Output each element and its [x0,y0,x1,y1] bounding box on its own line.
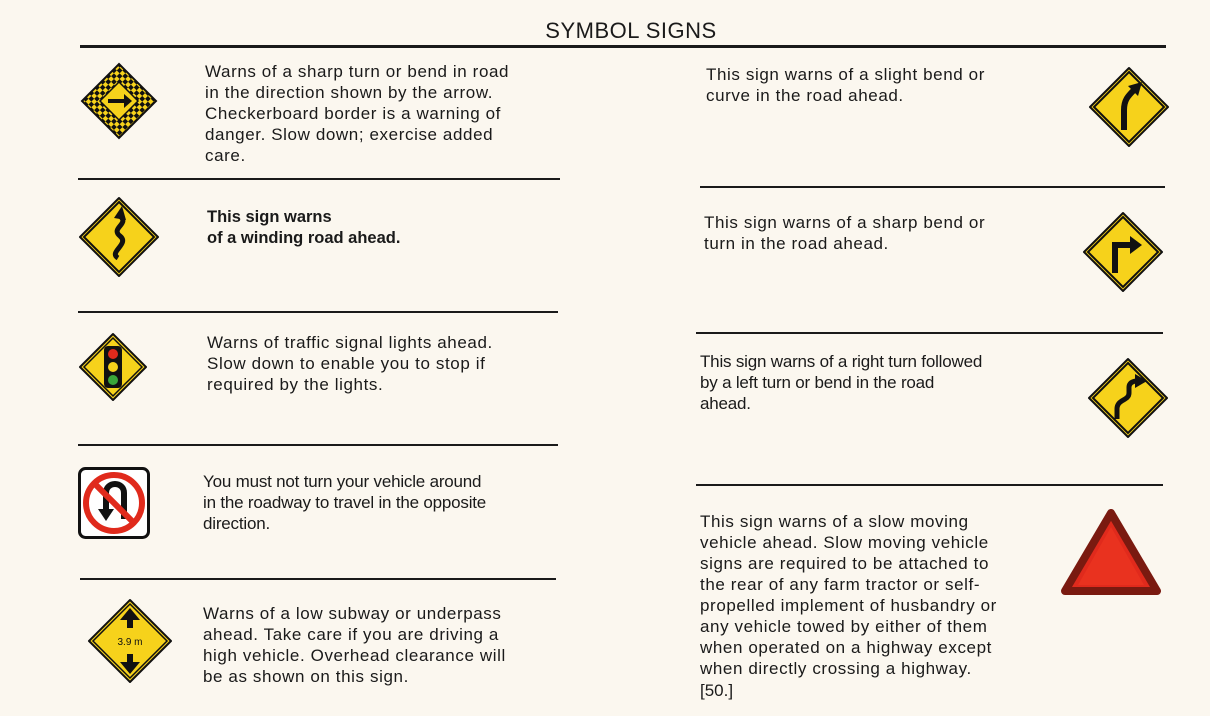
divider [78,178,560,180]
sign-description: This sign warns of a right turn followed by a left turn or bend in the road ahead. [700,352,983,413]
page-number: [50.] [700,681,734,700]
divider [80,578,556,580]
sign-description: This sign warns of a slight bend or curve in the road ahead. [706,65,985,105]
traffic-signal-sign-icon [78,332,148,402]
no-u-turn-sign-icon [78,467,150,539]
clearance-label: 3.9 m [117,637,143,648]
divider [78,444,558,446]
winding-road-sign-icon [78,196,160,278]
sharp-bend-sign-icon [1082,211,1164,293]
divider [78,311,558,313]
divider [696,332,1163,334]
sign-description: This sign warns of a winding road ahead. [207,208,401,247]
sign-description: Warns of a sharp turn or bend in road in the direction shown by the arrow. Checkerboard border is a warning of danger. Slow down; exercise added care. [205,62,510,165]
checkerboard-arrow-sign-icon [80,62,158,140]
slow-moving-vehicle-sign-icon [1060,509,1162,599]
sign-description: Warns of traffic signal lights ahead. Slow down to enable you to stop if required by the lights. [207,333,493,394]
divider [700,186,1165,188]
low-clearance-sign-icon [87,598,173,684]
sign-description: Warns of a low subway or underpass ahead. Take care if you are driving a high vehicle. Overhead clearance will be as shown on this sign. [203,604,506,686]
page-title: SYMBOL SIGNS [545,18,717,43]
title-rule [80,45,1166,48]
slight-bend-sign-icon [1088,66,1170,148]
sign-description: This sign warns of a slow moving vehicle ahead. Slow moving vehicle signs are required to be attached to the rear of any farm tractor or self- propelled implement of husbandry or any vehicle towed by either of them when operated on a highway except when directly crossing a highway. [700,512,997,678]
sign-description: You must not turn your vehicle around in the roadway to travel in the opposite direction. [203,472,487,533]
sign-description: This sign warns of a sharp bend or turn in the road ahead. [704,213,986,253]
reverse-turn-sign-icon [1087,357,1169,439]
divider [696,484,1163,486]
